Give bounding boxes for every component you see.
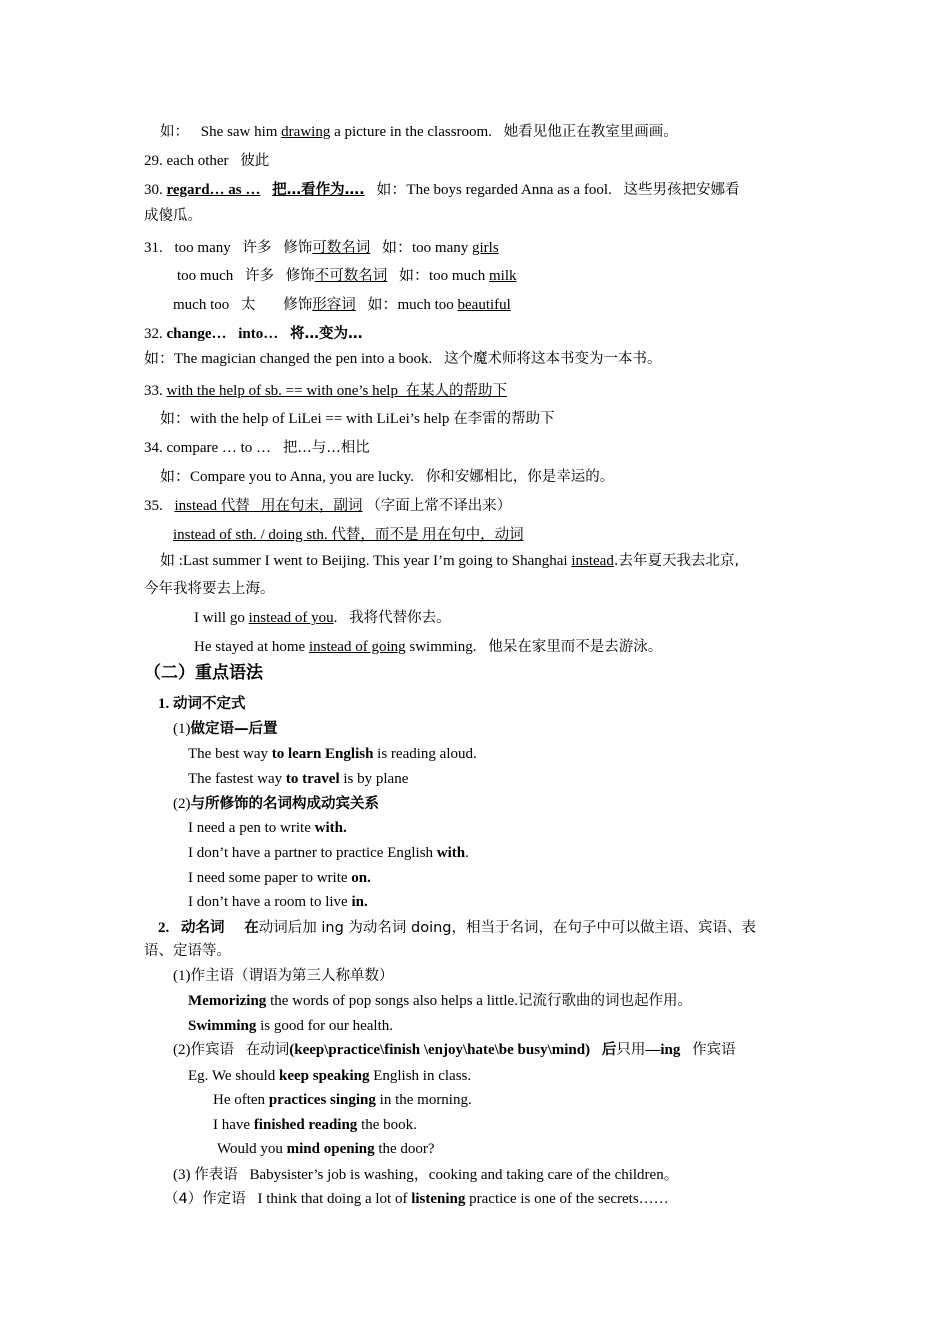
grammar-example: I don’t have a partner to practice English with. [188, 845, 469, 861]
grammar-1-2: (2)与所修饰的名词构成动宾关系 [173, 796, 379, 812]
item-32-example: 如：The magician changed the pen into a book. 这个魔术师将这本书变为一本书。 [144, 351, 662, 367]
grammar-example: Would you mind opening the door? [217, 1141, 435, 1157]
section-heading: （二）重点语法 [144, 663, 263, 683]
item-35: 35. instead 代替 用在句末，副词 （字面上常不译出来） [144, 498, 512, 514]
item-35-instead-of: instead of sth. / doing sth. 代替，而不是 用在句中，动词 [173, 527, 524, 543]
grammar-1-1: (1)做定语—后置 [173, 721, 278, 737]
item-35-example-cont: 今年我将要去上海。 [144, 581, 275, 597]
item-33: 33. with the help of sb. == with one’s help 在某人的帮助下 [144, 383, 507, 399]
grammar-example: Eg. We should keep speaking English in class. [188, 1068, 472, 1084]
grammar-2-title: 2. 动名词 在动词后加 ing 为动名词 doing，相当于名词，在句子中可以做主语、宾语、表 [158, 920, 756, 936]
item-29: 29. each other 彼此 [144, 153, 270, 169]
grammar-example: The best way to learn English is reading aloud. [188, 746, 477, 762]
grammar-example: Memorizing the words of pop songs also helps a little.记流行歌曲的词也起作用。 [188, 993, 692, 1009]
grammar-example: I don’t have a room to live in. [188, 894, 368, 910]
grammar-example: He often practices singing in the morning. [213, 1092, 472, 1108]
grammar-example: Swimming is good for our health. [188, 1018, 393, 1034]
item-35-example: 如 :Last summer I went to Beijing. This year I’m going to Shanghai instead.去年夏天我去北京, [160, 553, 740, 569]
item-31-too-much: too much 许多 修饰不可数名词 如：too much milk [177, 268, 517, 284]
item-32: 32. change… into… 将…变为… [144, 326, 363, 342]
grammar-2-4: （4）作定语 I think that doing a lot of listening practice is one of the secrets…… [164, 1191, 669, 1207]
item-34: 34. compare … to … 把…与…相比 [144, 440, 370, 456]
grammar-example: I need some paper to write on. [188, 870, 371, 886]
item-30: 30. regard… as … 把…看作为…. 如：The boys regarded Anna as a fool. 这些男孩把安娜看 [144, 182, 740, 198]
item-31-much-too: much too 太 修饰形容词 如：much too beautiful [173, 297, 511, 313]
grammar-2-3: (3) 作表语 Babysister’s job is washing，cooking and taking care of the children。 [173, 1167, 679, 1183]
item-30-cont: 成傻瓜。 [144, 208, 202, 224]
grammar-2-title-cont: 语、定语等。 [144, 943, 231, 959]
item-34-example: 如：Compare you to Anna, you are lucky. 你和安娜相比，你是幸运的。 [160, 469, 615, 485]
example-line: 如： She saw him drawing a picture in the classroom. 她看见他正在教室里画画。 [160, 124, 678, 140]
grammar-2-2: (2)作宾语 在动词(keep\practice\finish \enjoy\hate\be busy\mind) 后只用—ing 作宾语 [173, 1042, 736, 1058]
item-33-example: 如：with the help of LiLei == with LiLei’s help 在李雷的帮助下 [160, 411, 555, 427]
grammar-example: I have finished reading the book. [213, 1117, 417, 1133]
item-35-example-2: I will go instead of you. 我将代替你去。 [194, 610, 451, 626]
grammar-2-1: (1)作主语（谓语为第三人称单数） [173, 968, 394, 984]
grammar-example: The fastest way to travel is by plane [188, 771, 409, 787]
item-31-too-many: 31. too many 许多 修饰可数名词 如：too many girls [144, 240, 499, 256]
item-35-example-3: He stayed at home instead of going swimming. 他呆在家里而不是去游泳。 [194, 639, 663, 655]
grammar-example: I need a pen to write with. [188, 820, 347, 836]
grammar-1-title: 1. 动词不定式 [158, 696, 246, 712]
